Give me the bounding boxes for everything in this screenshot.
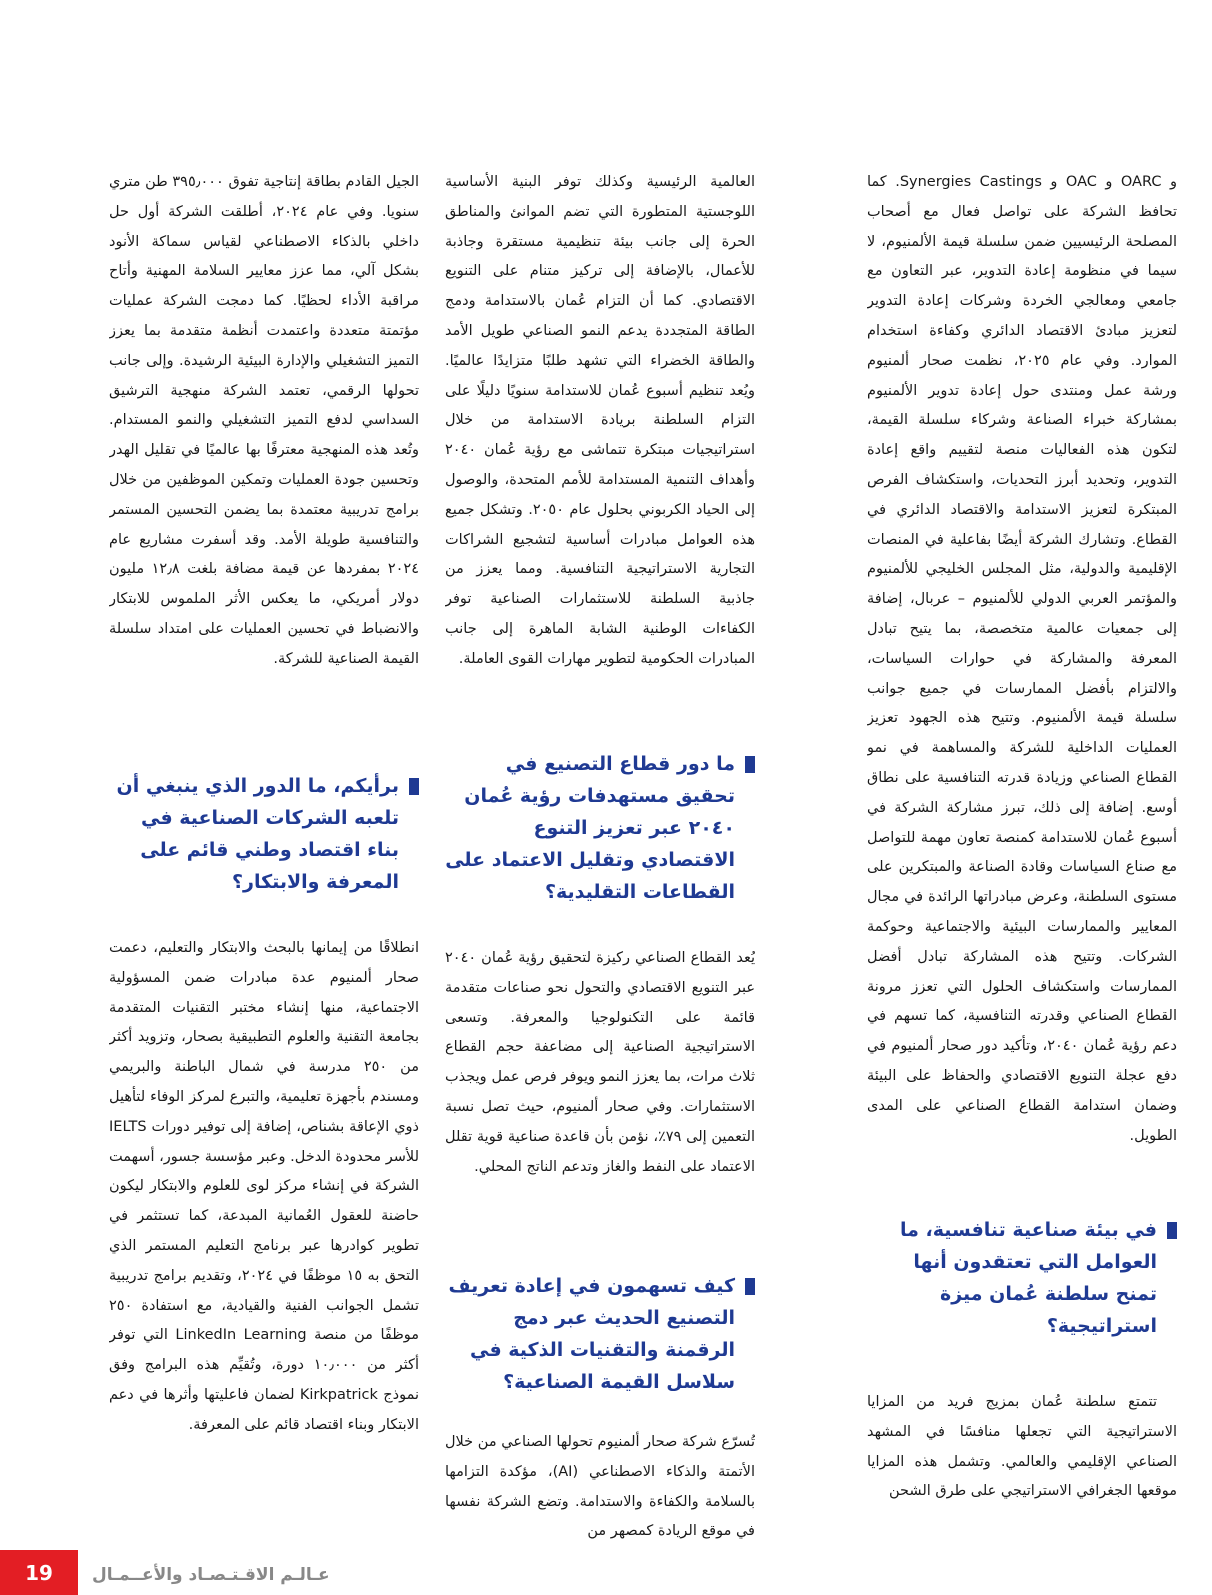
section-heading bbox=[445, 748, 755, 908]
section-heading bbox=[109, 770, 419, 898]
section-heading bbox=[445, 1270, 755, 1398]
paragraph: تتمتع سلطنة عُمان بمزيج فريد من المزايا الاستراتيجية التي تجعلها منافسًا في المشهد الصناعي الإقليمي والعالمي. وتشمل هذه المزايا موقعها الجغرافي الاستراتيجي على طرق الشحن bbox=[867, 1394, 1177, 1500]
paragraph: الجيل القادم بطاقة إنتاجية تفوق ٣٩٥٫٠٠٠ طن متري سنويا. وفي عام ٢٠٢٤، أطلقت الشركة أول حل داخلي بالذكاء الاصطناعي لقياس سماكة الأنود بشكل آلي، مما عزز معايير السلامة المهنية وأتاح مراقبة الأداء لحظيًا. كما دمجت الشركة عمليات مؤتمتة متعددة واعتمدت أنظمة متقدمة بما يعزز التميز التشغيلي والإدارة البيئية الرشيدة. وإلى جانب تحولها الرقمي، تعتمد الشركة منهجية الترشيق السداسي لدفع التميز التشغيلي والنمو المستدام. وتُعد هذه المنهجية معترفًا بها عالميًا في تقليل الهدر وتحسين جودة العمليات وتمكين الموظفين من خلال برامج تدريبية معتمدة بما يضمن التحسين المستمر والتنافسية طويلة الأمد. وقد أسفرت مشاريع عام ٢٠٢٤ بمفردها عن قيمة مضافة بلغت ١٢٫٨ مليون دولار أمريكي، ما يعكس الأثر الملموس للابتكار والانضباط في تحسين العمليات على امتداد سلسلة القيمة الصناعية للشركة. bbox=[109, 174, 419, 667]
paragraph: انطلاقًا من إيمانها بالبحث والابتكار والتعليم، دعمت صحار ألمنيوم عدة مبادرات ضمن المسؤولية الاجتماعية، منها إنشاء مختبر التقنيات المتقدمة بجامعة التقنية والعلوم التطبيقية بصحار، وتزويد أكثر من ٢٥٠ مدرسة في شمال الباطنة والبريمي ومسندم بأجهزة تعليمية، والتبرع لمركز الوفاء لتأهيل ذوي الإعاقة بشناص، إضافة إلى توفير دورات IELTS للأسر محدودة الدخل. وعبر مؤسسة جسور، أسهمت الشركة في إنشاء مركز لوى للعلوم والابتكار ليكون حاضنة للعقول العُمانية المبدعة، كما تستثمر في تطوير كوادرها عبر برنامج التعليم المستمر الذي التحق به ١٥ موظفًا في ٢٠٢٤، وتقديم برامج تدريبية تشمل الجوانب الفنية والقيادية، مع استفادة ٢٥٠ موظفًا من منصة LinkedIn Learning التي توفر أكثر من ١٠٫٠٠٠ دورة، وتُقيِّم هذه البرامج وفق نموذج Kirkpatrick لضمان فاعليتها وأثرها في دعم الابتكار وبناء اقتصاد قائم على المعرفة. bbox=[109, 940, 419, 1433]
article-column-right bbox=[867, 168, 1177, 1508]
heading-text: كيف تسهمون في إعادة تعريف التصنيع الحديث عبر دمج الرقمنة والتقنيات الذكية في سلاسل القيمة الصناعية؟ bbox=[448, 1275, 735, 1393]
paragraph: العالمية الرئيسية وكذلك توفر البنية الأساسية اللوجستية المتطورة التي تضم الموانئ والمناطق الحرة إلى جانب بيئة تنظيمية مستقرة وجاذبة للأعمال، بالإضافة إلى تركيز متنام على التنويع الاقتصادي. كما أن التزام عُمان بالاستدامة ودمج الطاقة المتجددة يدعم النمو الصناعي طويل الأمد والطاقة الخضراء التي تشهد طلبًا متزايدًا عالميًا. ويُعد تنظيم أسبوع عُمان للاستدامة سنويًا دليلًا على التزام السلطنة بريادة الاستدامة من خلال استراتيجيات مبتكرة تتماشى مع رؤية عُمان ٢٠٤٠ وأهداف التنمية المستدامة للأمم المتحدة، والوصول إلى الحياد الكربوني بحلول عام ٢٠٥٠. وتشكل جميع هذه العوامل مبادرات أساسية لتشجيع الشراكات التجارية الاستراتيجية التنافسية. ومما يعزز من جاذبية السلطنة للاستثمارات الصناعية توفر الكفاءات الوطنية الشابة الماهرة إلى جانب المبادرات الحكومية لتطوير مهارات القوى العاملة. bbox=[445, 174, 755, 667]
magazine-name: عـالـم الاقـتـصـاد والأعــمـال bbox=[92, 1565, 330, 1585]
paragraph: تُسرّع شركة صحار ألمنيوم تحولها الصناعي من خلال الأتمتة والذكاء الاصطناعي (AI)، مؤكدة التزامها بالسلامة والكفاءة والاستدامة. وتضع الشركة نفسها في موقع الريادة كمصهر من bbox=[445, 1434, 755, 1540]
heading-text: ما دور قطاع التصنيع في تحقيق مستهدفات رؤية عُمان ٢٠٤٠ عبر تعزيز التنوع الاقتصادي وتقليل الاعتماد على القطاعات التقليدية؟ bbox=[445, 753, 735, 903]
heading-marker bbox=[745, 1278, 755, 1295]
paragraph: يُعد القطاع الصناعي ركيزة لتحقيق رؤية عُمان ٢٠٤٠ عبر التنويع الاقتصادي والتحول نحو صناعات متقدمة قائمة على التكنولوجيا والمعرفة. وتسعى الاستراتيجية الصناعية إلى مضاعفة حجم القطاع ثلاث مرات، بما يعزز النمو ويوفر فرص عمل ويجذب الاستثمارات. وفي صحار ألمنيوم، حيث تصل نسبة التعمين إلى ٧٩٪، نؤمن بأن قاعدة صناعية قوية تقلل الاعتماد على النفط والغاز وتدعم الناتج المحلي. bbox=[445, 950, 755, 1175]
heading-marker bbox=[745, 756, 755, 773]
page-number: 19 bbox=[0, 1550, 78, 1595]
heading-marker bbox=[409, 778, 419, 795]
article-column-left bbox=[109, 168, 419, 1500]
section-heading bbox=[867, 1214, 1177, 1342]
article-column-middle bbox=[445, 168, 755, 1548]
heading-text: برأيكم، ما الدور الذي ينبغي أن تلعبه الشركات الصناعية في بناء اقتصاد وطني قائم على المعرفة والابتكار؟ bbox=[116, 775, 399, 893]
paragraph: و OARC و OAC و Synergies Castings. كما تحافظ الشركة على تواصل فعال مع أصحاب المصلحة الرئيسيين ضمن سلسلة قيمة الألمنيوم، لا سيما في منظومة إعادة التدوير، عبر التعاون مع جامعي ومعالجي الخردة وشركات إعادة التدوير لتعزيز مبادئ الاقتصاد الدائري وكفاءة استخدام الموارد. وفي عام ٢٠٢٥، نظمت صحار ألمنيوم ورشة عمل ومنتدى حول إعادة تدوير الألمنيوم بمشاركة خبراء الصناعة وشركاء سلسلة القيمة، لتكون هذه الفعاليات منصة لتقييم واقع إعادة التدوير، وتحديد أبرز التحديات، واستكشاف الفرص المبتكرة لتعزيز الاستدامة والاقتصاد الدائري في القطاع. وتشارك الشركة أيضًا بفاعلية في المنصات الإقليمية والدولية، مثل المجلس الخليجي للألمنيوم والمؤتمر العربي الدولي للألمنيوم – عربال، إضافة إلى جمعيات عالمية متخصصة، بما يتيح تبادل المعرفة والمشاركة في حوارات السياسات، والالتزام بأفضل الممارسات في جميع جوانب سلسلة قيمة الألمنيوم. وتتيح هذه الجهود تعزيز العمليات الداخلية للشركة والمساهمة في نمو القطاع الصناعي وزيادة قدرته التنافسية على نطاق أوسع. إضافة إلى ذلك، تبرز مشاركة الشركة في أسبوع عُمان للاستدامة كمنصة تعاون مهمة للتواصل مع صناع السياسات وقادة الصناعة والمبتكرين على مستوى السلطنة، وعرض مبادراتها الرائدة في مجال المعايير والممارسات البيئية والاجتماعية وحوكمة الشركات. وتتيح هذه المشاركة تبادل أفضل الممارسات واستكشاف الحلول التي تعزز مرونة القطاع الصناعي وقدرته التنافسية، كما تسهم في دعم رؤية عُمان ٢٠٤٠، وتأكيد دور صحار ألمنيوم في دفع عجلة التنويع الاقتصادي والحفاظ على البيئة وضمان استدامة القطاع الصناعي على المدى الطويل. bbox=[867, 174, 1177, 1144]
page-footer bbox=[0, 1547, 1212, 1595]
heading-marker bbox=[1167, 1222, 1177, 1239]
heading-text: في بيئة صناعية تنافسية، ما العوامل التي تعتقدون أنها تمنح سلطنة عُمان ميزة استراتيجية؟ bbox=[900, 1219, 1157, 1337]
